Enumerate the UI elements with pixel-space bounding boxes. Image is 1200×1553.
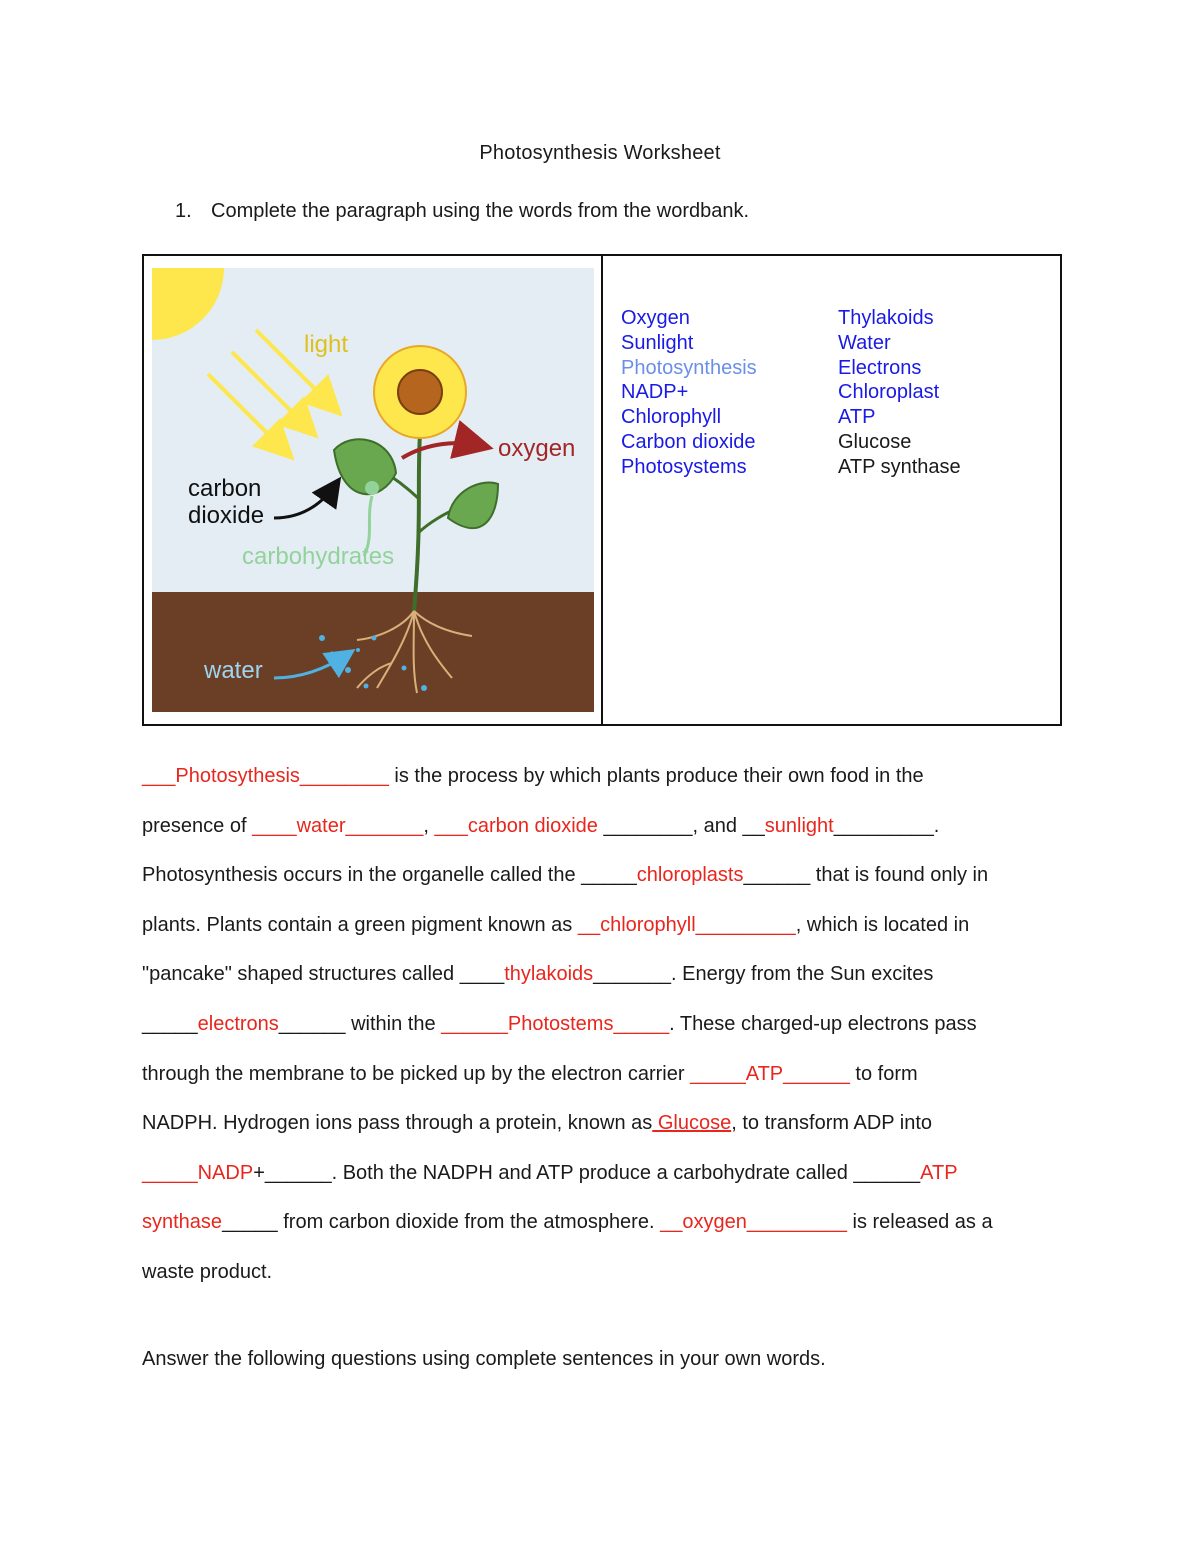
wordbank-word: Water — [838, 331, 891, 354]
wordbank-word: ATP — [838, 406, 876, 429]
paragraph-text: through the membrane to be picked up by the electron carrier — [142, 1062, 691, 1085]
paragraph-text: , — [423, 814, 435, 837]
paragraph-line — [142, 901, 1072, 951]
question-text: Complete the paragraph using the words from the wordbank. — [211, 200, 750, 222]
paragraph-line — [142, 752, 1072, 802]
paragraph-text: waste product. — [142, 1260, 273, 1283]
paragraph-text: NADPH. Hydrogen ions pass through a protein, known as — [142, 1112, 653, 1135]
answer-blank: chloroplasts — [636, 864, 744, 887]
paragraph-line — [142, 1248, 1072, 1298]
wordbank-column-1 — [621, 306, 757, 480]
label-carbohydrates: carbohydrates — [242, 543, 395, 570]
paragraph-text: . These charged-up electrons pass — [669, 1012, 977, 1035]
wordbank-word: Electrons — [838, 356, 922, 379]
paragraph-text: "pancake" shaped structures called ____ — [142, 963, 505, 986]
label-carbon: carbon — [188, 475, 262, 502]
paragraph-text: to form — [849, 1062, 918, 1085]
paragraph-text: plants. Plants contain a green pigment known as — [142, 913, 578, 936]
answer-blank: Glucose — [652, 1112, 732, 1135]
answer-blank: __oxygen_________ — [660, 1211, 847, 1234]
wordbank-word: Oxygen — [621, 307, 690, 329]
answer-blank: ____water_______ — [252, 814, 424, 837]
answer-blank: ATP — [920, 1161, 958, 1184]
answer-blank: electrons — [197, 1012, 279, 1035]
wordbank-word: Chloroplast — [838, 381, 940, 404]
paragraph-text: , which is located in — [795, 913, 970, 936]
answer-blank: __chlorophyll_________ — [577, 913, 796, 936]
paragraph-line — [142, 1000, 1072, 1050]
paragraph-line — [142, 950, 1072, 1000]
paragraph-text: +______. Both the NADPH and ATP produce a carbohydrate called ______ — [253, 1161, 921, 1184]
paragraph-line — [142, 1198, 1072, 1248]
answer-blank: ___carbon dioxide — [434, 814, 604, 837]
soil — [152, 592, 594, 712]
question-1 — [175, 200, 749, 223]
wordbank-word: Carbon dioxide — [621, 430, 756, 453]
wordbank-word: Chlorophyll — [621, 406, 722, 429]
paragraph-line — [142, 1050, 1072, 1100]
wordbank-table — [142, 254, 1062, 726]
paragraph-text: _________. — [833, 814, 940, 837]
paragraph-line — [142, 1149, 1072, 1199]
paragraph-text: ________, and __ — [603, 814, 765, 837]
paragraph-text: _______. Energy from the Sun excites — [593, 963, 934, 986]
paragraph-text: _____ — [142, 1012, 198, 1035]
glucose-bubble — [365, 481, 379, 495]
paragraph-text: , to transform ADP into — [731, 1112, 933, 1135]
paragraph-line — [142, 802, 1072, 852]
paragraph-text: presence of — [142, 814, 253, 837]
wordbank-word: Photosynthesis — [621, 356, 757, 379]
answer-blank: ___Photosythesis________ — [142, 765, 389, 787]
answer-blank: _____ATP______ — [690, 1062, 850, 1085]
wordbank-column-2 — [838, 306, 961, 480]
answer-blank: _____NADP — [142, 1161, 254, 1184]
label-oxygen: oxygen — [498, 435, 576, 462]
label-water: water — [204, 657, 263, 684]
paragraph-text: ______ within the — [278, 1012, 442, 1035]
wordbank-word: NADP+ — [621, 381, 689, 404]
paragraph-line — [142, 1099, 1072, 1149]
paragraph-text: Photosynthesis occurs in the organelle called the _____ — [142, 864, 637, 887]
wordbank-word: Thylakoids — [838, 307, 934, 329]
wordbank-word: Glucose — [838, 430, 912, 453]
label-light: light — [304, 331, 349, 358]
paragraph-line — [142, 851, 1072, 901]
answer-blank: thylakoids — [504, 963, 594, 986]
fill-in-paragraph — [142, 752, 1072, 1298]
question-2-instructions: Answer the following questions using complete sentences in your own words. — [142, 1348, 826, 1370]
label-dioxide: dioxide — [188, 502, 265, 529]
answer-blank: sunlight — [764, 814, 834, 837]
question-number: 1. — [175, 200, 192, 222]
wordbank-word: Sunlight — [621, 331, 694, 354]
photosynthesis-diagram — [152, 268, 594, 712]
answer-blank: synthase — [142, 1211, 223, 1234]
paragraph-text: ______ that is found only in — [743, 864, 989, 887]
paragraph-text: is released as a — [846, 1211, 993, 1234]
paragraph-text: _____ from carbon dioxide from the atmosphere. — [222, 1211, 661, 1234]
answer-blank: ______Photostems_____ — [441, 1012, 670, 1035]
sunflower — [374, 346, 466, 438]
table-divider — [601, 256, 603, 724]
wordbank-word: Photosystems — [621, 455, 747, 478]
paragraph-text: is the process by which plants produce their own food in the — [388, 765, 924, 787]
wordbank-word: ATP synthase — [838, 455, 961, 478]
page-title: Photosynthesis Worksheet — [479, 142, 721, 164]
